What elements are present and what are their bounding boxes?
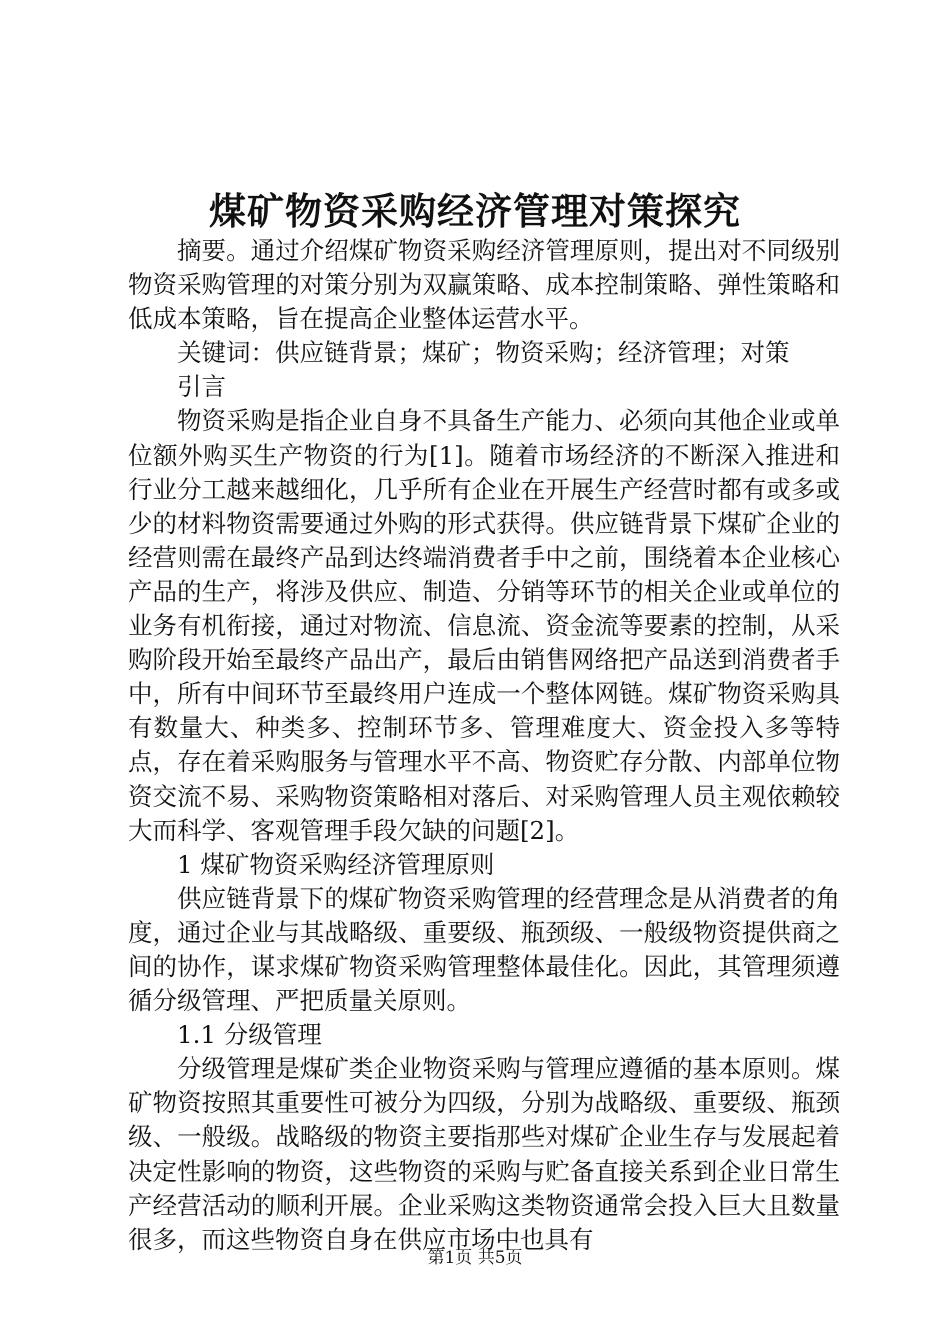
section-heading-1-1: 1.1 分级管理 — [177, 1020, 322, 1050]
document-title: 煤矿物资采购经济管理对策探究 — [209, 189, 741, 233]
keywords-paragraph: 关键词：供应链背景；煤矿；物资采购；经济管理；对策 — [177, 338, 790, 368]
page-number-footer: 第1页 共5页 — [427, 1248, 523, 1268]
section-heading-introduction: 引言 — [177, 372, 226, 402]
section-heading-1: 1 煤矿物资采购经济管理原则 — [177, 849, 495, 879]
body-paragraph: 供应链背景下的煤矿物资采购管理的经营理念是从消费者的角度，通过企业与其战略级、重要级、瓶颈级、一般级物资提供商之间的协作，谋求煤矿物资采购管理整体最佳化。因此，其管理须遵循分级管理、严把质量关原则。 — [128, 883, 840, 1016]
abstract-paragraph: 摘要。通过介绍煤矿物资采购经济管理原则，提出对不同级别物资采购管理的对策分别为双赢策略、成本控制策略、弹性策略和低成本策略，旨在提高企业整体运营水平。 — [128, 236, 840, 334]
body-paragraph: 分级管理是煤矿类企业物资采购与管理应遵循的基本原则。煤矿物资按照其重要性可被分为四级，分别为战略级、重要级、瓶颈级、一般级。战略级的物资主要指那些对煤矿企业生存与发展起着决定性影响的物资，这些物资的采购与贮备直接关系到企业日常生产经营活动的顺利开展。企业采购这类物资通常会投入巨大且数量很多，而这些物资自身在供应市场中也具有 — [128, 1054, 840, 1254]
document-body — [128, 234, 840, 1257]
body-paragraph: 物资采购是指企业自身不具备生产能力、必须向其他企业或单位额外购买生产物资的行为[1]。随着市场经济的不断深入推进和行业分工越来越细化，几乎所有企业在开展生产经营时都有或多或少的材料物资需要通过外购的形式获得。供应链背景下煤矿企业的经营则需在最终产品到达终端消费者手中之前，围绕着本企业核心产品的生产，将涉及供应、制造、分销等环节的相关企业或单位的业务有机衔接，通过对物流、信息流、资金流等要素的控制，从采购阶段开始至最终产品出产，最后由销售网络把产品送到消费者手中，所有中间环节至最终用户连成一个整体网链。煤矿物资采购具有数量大、种类多、控制环节多、管理难度大、资金投入多等特点，存在着采购服务与管理水平不高、物资贮存分散、内部单位物资交流不易、采购物资策略相对落后、对采购管理人员主观依赖较大而科学、客观管理手段欠缺的问题[2]。 — [128, 406, 840, 845]
